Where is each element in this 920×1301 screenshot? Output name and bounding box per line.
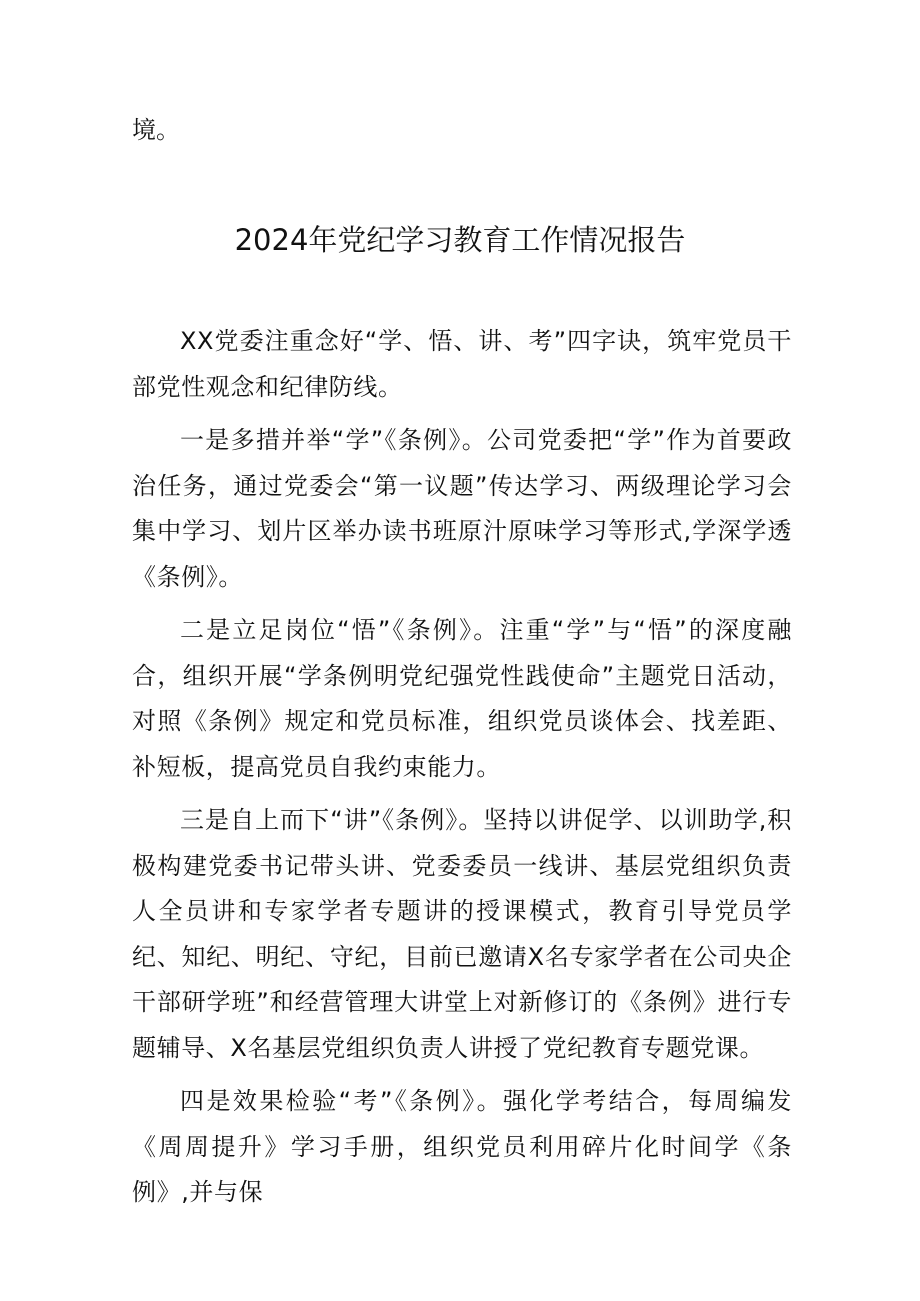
paragraph-examine: 四是效果检验“考”《条例》。强化学考结合，每周编发《周周提升》学习手册，组织党员利用碎片化时间学《条例》,并与保	[132, 1087, 792, 1206]
paragraph-learn: 一是多措并举“学”《条例》。公司党委把“学”作为首要政治任务，通过党委会“第一议题”传达学习、两级理论学习会集中学习、划片区举办读书班原汁原味学习等形式,学深学透《条例》。	[132, 426, 792, 591]
report-body	[132, 319, 792, 1224]
paragraph-comprehend: 二是立足岗位“悟”《条例》。注重“学”与“悟”的深度融合，组织开展“学条例明党纪强党性践使命”主题党日活动，对照《条例》规定和党员标准，组织党员谈体会、找差距、补短板，提高党员自我约束能力。	[132, 616, 792, 781]
paragraph-lecture: 三是自上而下“讲”《条例》。坚持以讲促学、以训助学,积极构建党委书记带头讲、党委委员一线讲、基层党组织负责人全员讲和专家学者专题讲的授课模式，教育引导党员学纪、知纪、明纪、守纪，目前已邀请X名专家学者在公司央企干部研学班”和经营管理大讲堂上对新修订的《条例》进行专题辅导、X名基层党组织负责人讲授了党纪教育专题党课。	[132, 806, 792, 1062]
intro-paragraph: XX党委注重念好“学、悟、讲、考”四字诀，筑牢党员干部党性观念和纪律防线。	[132, 327, 792, 401]
continued-text-fragment: 境。	[132, 116, 180, 144]
report-title: 2024年党纪学习教育工作情况报告	[234, 223, 686, 257]
